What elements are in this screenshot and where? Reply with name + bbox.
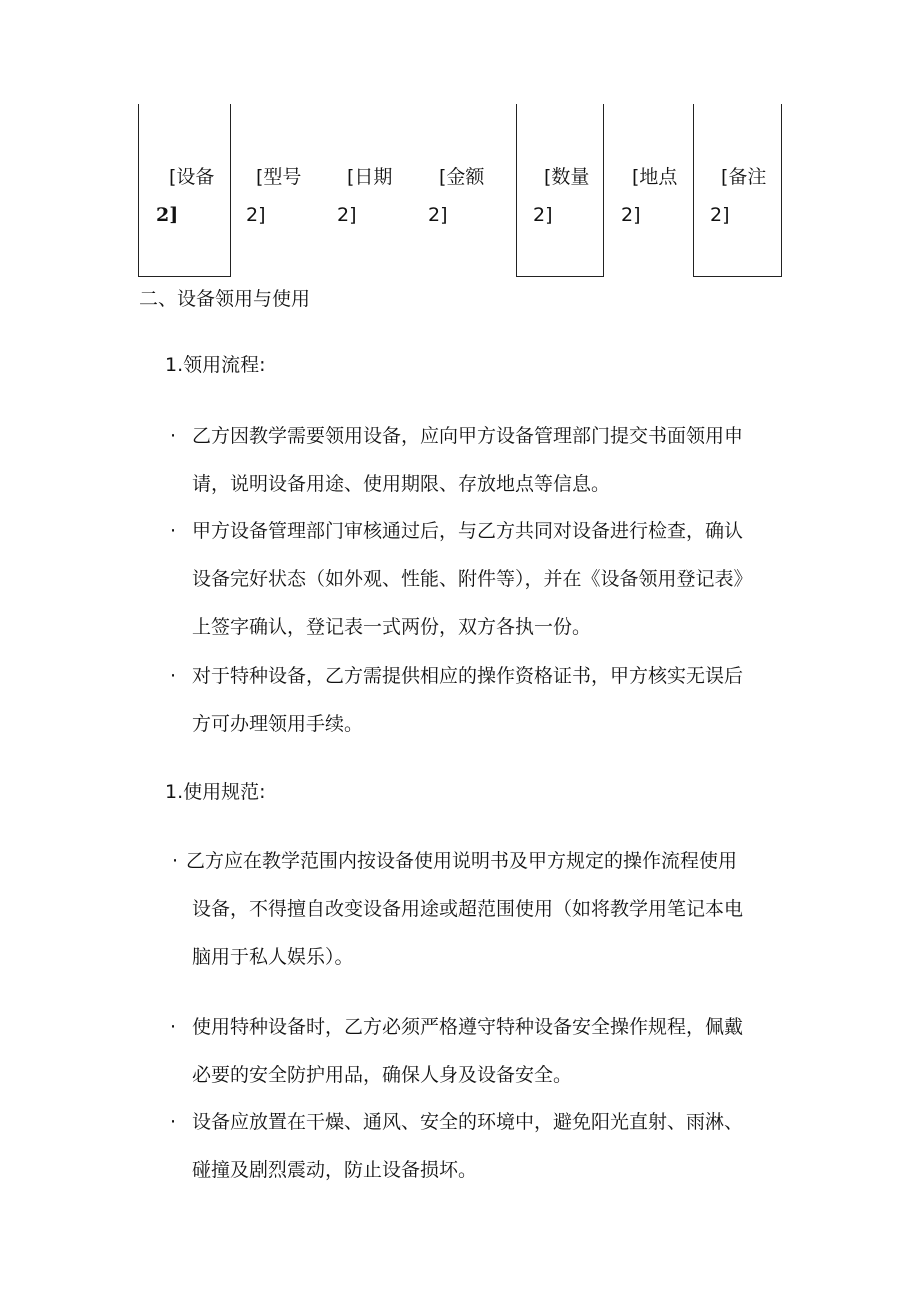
table-cell bbox=[337, 158, 393, 234]
cell-line1: [金额 bbox=[439, 166, 485, 188]
list-item-text bbox=[186, 837, 743, 981]
text-line: 脑用于私人娱乐）。 bbox=[192, 946, 354, 968]
text-line: 碰撞及剧烈震动，防止设备损坏。 bbox=[192, 1159, 478, 1181]
list-item bbox=[172, 837, 178, 885]
list-item bbox=[170, 412, 176, 460]
text-line: 设备，不得擅自改变设备用途或超范围使用（如将教学用笔记本电 bbox=[192, 898, 744, 920]
table-cell bbox=[621, 158, 678, 234]
list-item-text bbox=[192, 652, 743, 748]
cell-line2: 2] bbox=[621, 204, 641, 226]
cell-line2: 2] bbox=[710, 204, 730, 226]
cell-line2: 2] bbox=[337, 204, 357, 226]
bullet-mark: · bbox=[170, 1016, 177, 1038]
text-line: 对于特种设备，乙方需提供相应的操作资格证书，甲方核实无误后 bbox=[192, 665, 744, 687]
table-cell bbox=[246, 158, 302, 234]
list-item bbox=[170, 507, 176, 555]
text-line: 请，说明设备用途、使用期限、存放地点等信息。 bbox=[192, 473, 611, 495]
list-item bbox=[170, 652, 176, 700]
cell-line2: 2] bbox=[533, 204, 553, 226]
section-heading: 二、设备领用与使用 bbox=[139, 288, 311, 310]
bullet-mark: · bbox=[170, 1111, 177, 1133]
cell-line1: [日期 bbox=[347, 166, 393, 188]
bullet-mark: · bbox=[170, 520, 177, 542]
text-line: 必要的安全防护用品，确保人身及设备安全。 bbox=[192, 1064, 573, 1086]
cell-line1: [型号 bbox=[256, 166, 302, 188]
text-line: 乙方应在教学范围内按设备使用说明书及甲方规定的操作流程使用 bbox=[186, 850, 738, 872]
text-line: 设备应放置在干燥、通风、安全的环境中，避免阳光直射、雨淋、 bbox=[192, 1111, 744, 1133]
list-item-text bbox=[192, 1098, 743, 1194]
list-item-text bbox=[192, 507, 753, 651]
cell-line1: [数量 bbox=[544, 166, 590, 188]
cell-line1: [地点 bbox=[632, 166, 678, 188]
text-line: 甲方设备管理部门审核通过后，与乙方共同对设备进行检查，确认 bbox=[192, 520, 744, 542]
text-line: 方可办理领用手续。 bbox=[192, 713, 364, 735]
table-cell bbox=[156, 158, 215, 234]
text-line: 设备完好状态（如外观、性能、附件等），并在《设备领用登记表》 bbox=[192, 568, 753, 590]
cell-line2: 2] bbox=[246, 204, 266, 226]
subsection-title-1: 1.领用流程: bbox=[165, 354, 266, 376]
cell-line1: [备注 bbox=[721, 166, 767, 188]
list-item bbox=[170, 1098, 176, 1146]
text-line: 上签字确认，登记表一式两份，双方各执一份。 bbox=[192, 616, 592, 638]
bullet-mark: · bbox=[170, 425, 177, 447]
cell-line1: [设备 bbox=[169, 166, 215, 188]
text-line: 使用特种设备时，乙方必须严格遵守特种设备安全操作规程，佩戴 bbox=[192, 1016, 744, 1038]
list-item-text bbox=[192, 1003, 743, 1099]
cell-line2: 2] bbox=[156, 204, 179, 226]
table-cell bbox=[533, 158, 590, 234]
cell-line2: 2] bbox=[428, 204, 448, 226]
bullet-mark: · bbox=[172, 850, 179, 872]
bullet-mark: · bbox=[170, 665, 177, 687]
table-cell bbox=[710, 158, 767, 234]
table-cell bbox=[428, 158, 485, 234]
list-item bbox=[170, 1003, 176, 1051]
subsection-title-2: 1.使用规范: bbox=[165, 781, 266, 803]
list-item-text bbox=[192, 412, 743, 508]
text-line: 乙方因教学需要领用设备，应向甲方设备管理部门提交书面领用申 bbox=[192, 425, 744, 447]
